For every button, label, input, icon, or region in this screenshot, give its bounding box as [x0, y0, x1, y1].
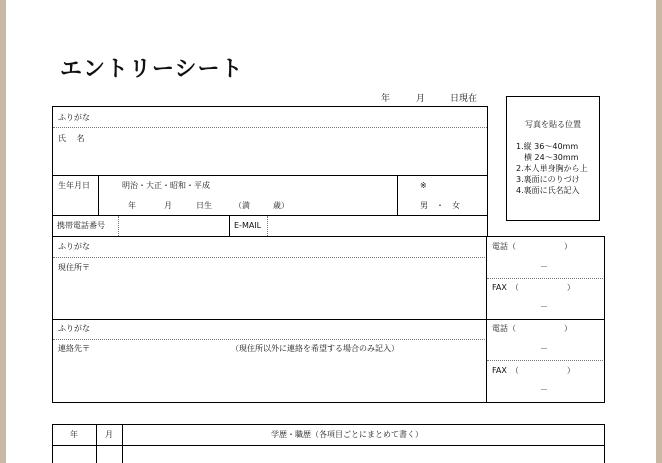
date-as-of: 日現在: [450, 94, 478, 104]
history-col-year: 年: [70, 430, 78, 439]
address-label: 現住所〒: [58, 263, 90, 272]
address-tel-label: 電話（ ）: [492, 242, 572, 251]
birth-month-label: 月: [164, 201, 172, 210]
address-fax-dash: －: [540, 302, 548, 311]
sex-mark: ※: [420, 181, 427, 190]
address-furigana-label: ふりがな: [58, 242, 90, 251]
birth-day-label: 日生: [196, 201, 212, 210]
contact-tel-dash: －: [540, 344, 548, 353]
photo-placeholder: [506, 96, 600, 221]
photo-note: 2.本人単身胸から上: [516, 164, 588, 173]
era-options: 明治・大正・昭和・平成: [122, 181, 210, 190]
photo-title: 写真を貼る位置: [525, 120, 581, 129]
email-label: E-MAIL: [234, 221, 262, 230]
address-fax-label: FAX （ ）: [492, 283, 575, 292]
mobile-label: 携帯電話番号: [57, 221, 105, 230]
entry-sheet-page: [6, 0, 656, 463]
name-label: 氏 名: [58, 134, 85, 143]
sex-options: 男 ・ 女: [420, 201, 460, 210]
photo-note: 1.縦 36～40mm: [516, 142, 579, 151]
contact-fax-dash: －: [540, 385, 548, 394]
photo-notes: [507, 141, 599, 196]
birth-date-label: 生年月日: [58, 181, 90, 190]
contact-note: （現住所以外に連絡を希望する場合のみ記入）: [231, 344, 399, 353]
contact-furigana-label: ふりがな: [58, 324, 90, 333]
photo-note: 横 24～30mm: [516, 153, 579, 162]
history-col-detail: 学歴・職歴（各項目ごとにまとめて書く）: [271, 430, 423, 439]
age-open-label: （満: [234, 201, 250, 210]
contact-fax-label: FAX （ ）: [492, 366, 575, 375]
date-month: 月: [416, 94, 426, 104]
address-tel-dash: －: [540, 262, 548, 271]
contact-label: 連絡先〒: [58, 344, 90, 353]
name-furigana-label: ふりがな: [58, 113, 90, 122]
history-col-month: 月: [105, 430, 113, 439]
photo-note: 4.裏面に氏名記入: [516, 186, 580, 195]
date-year: 年: [381, 94, 391, 104]
page-title: エントリーシート: [60, 57, 244, 82]
contact-tel-label: 電話（ ）: [492, 324, 572, 333]
birth-year-label: 年: [128, 201, 136, 210]
photo-note: 3.裏面にのりづけ: [516, 175, 580, 184]
age-close-label: 歳）: [273, 201, 289, 210]
